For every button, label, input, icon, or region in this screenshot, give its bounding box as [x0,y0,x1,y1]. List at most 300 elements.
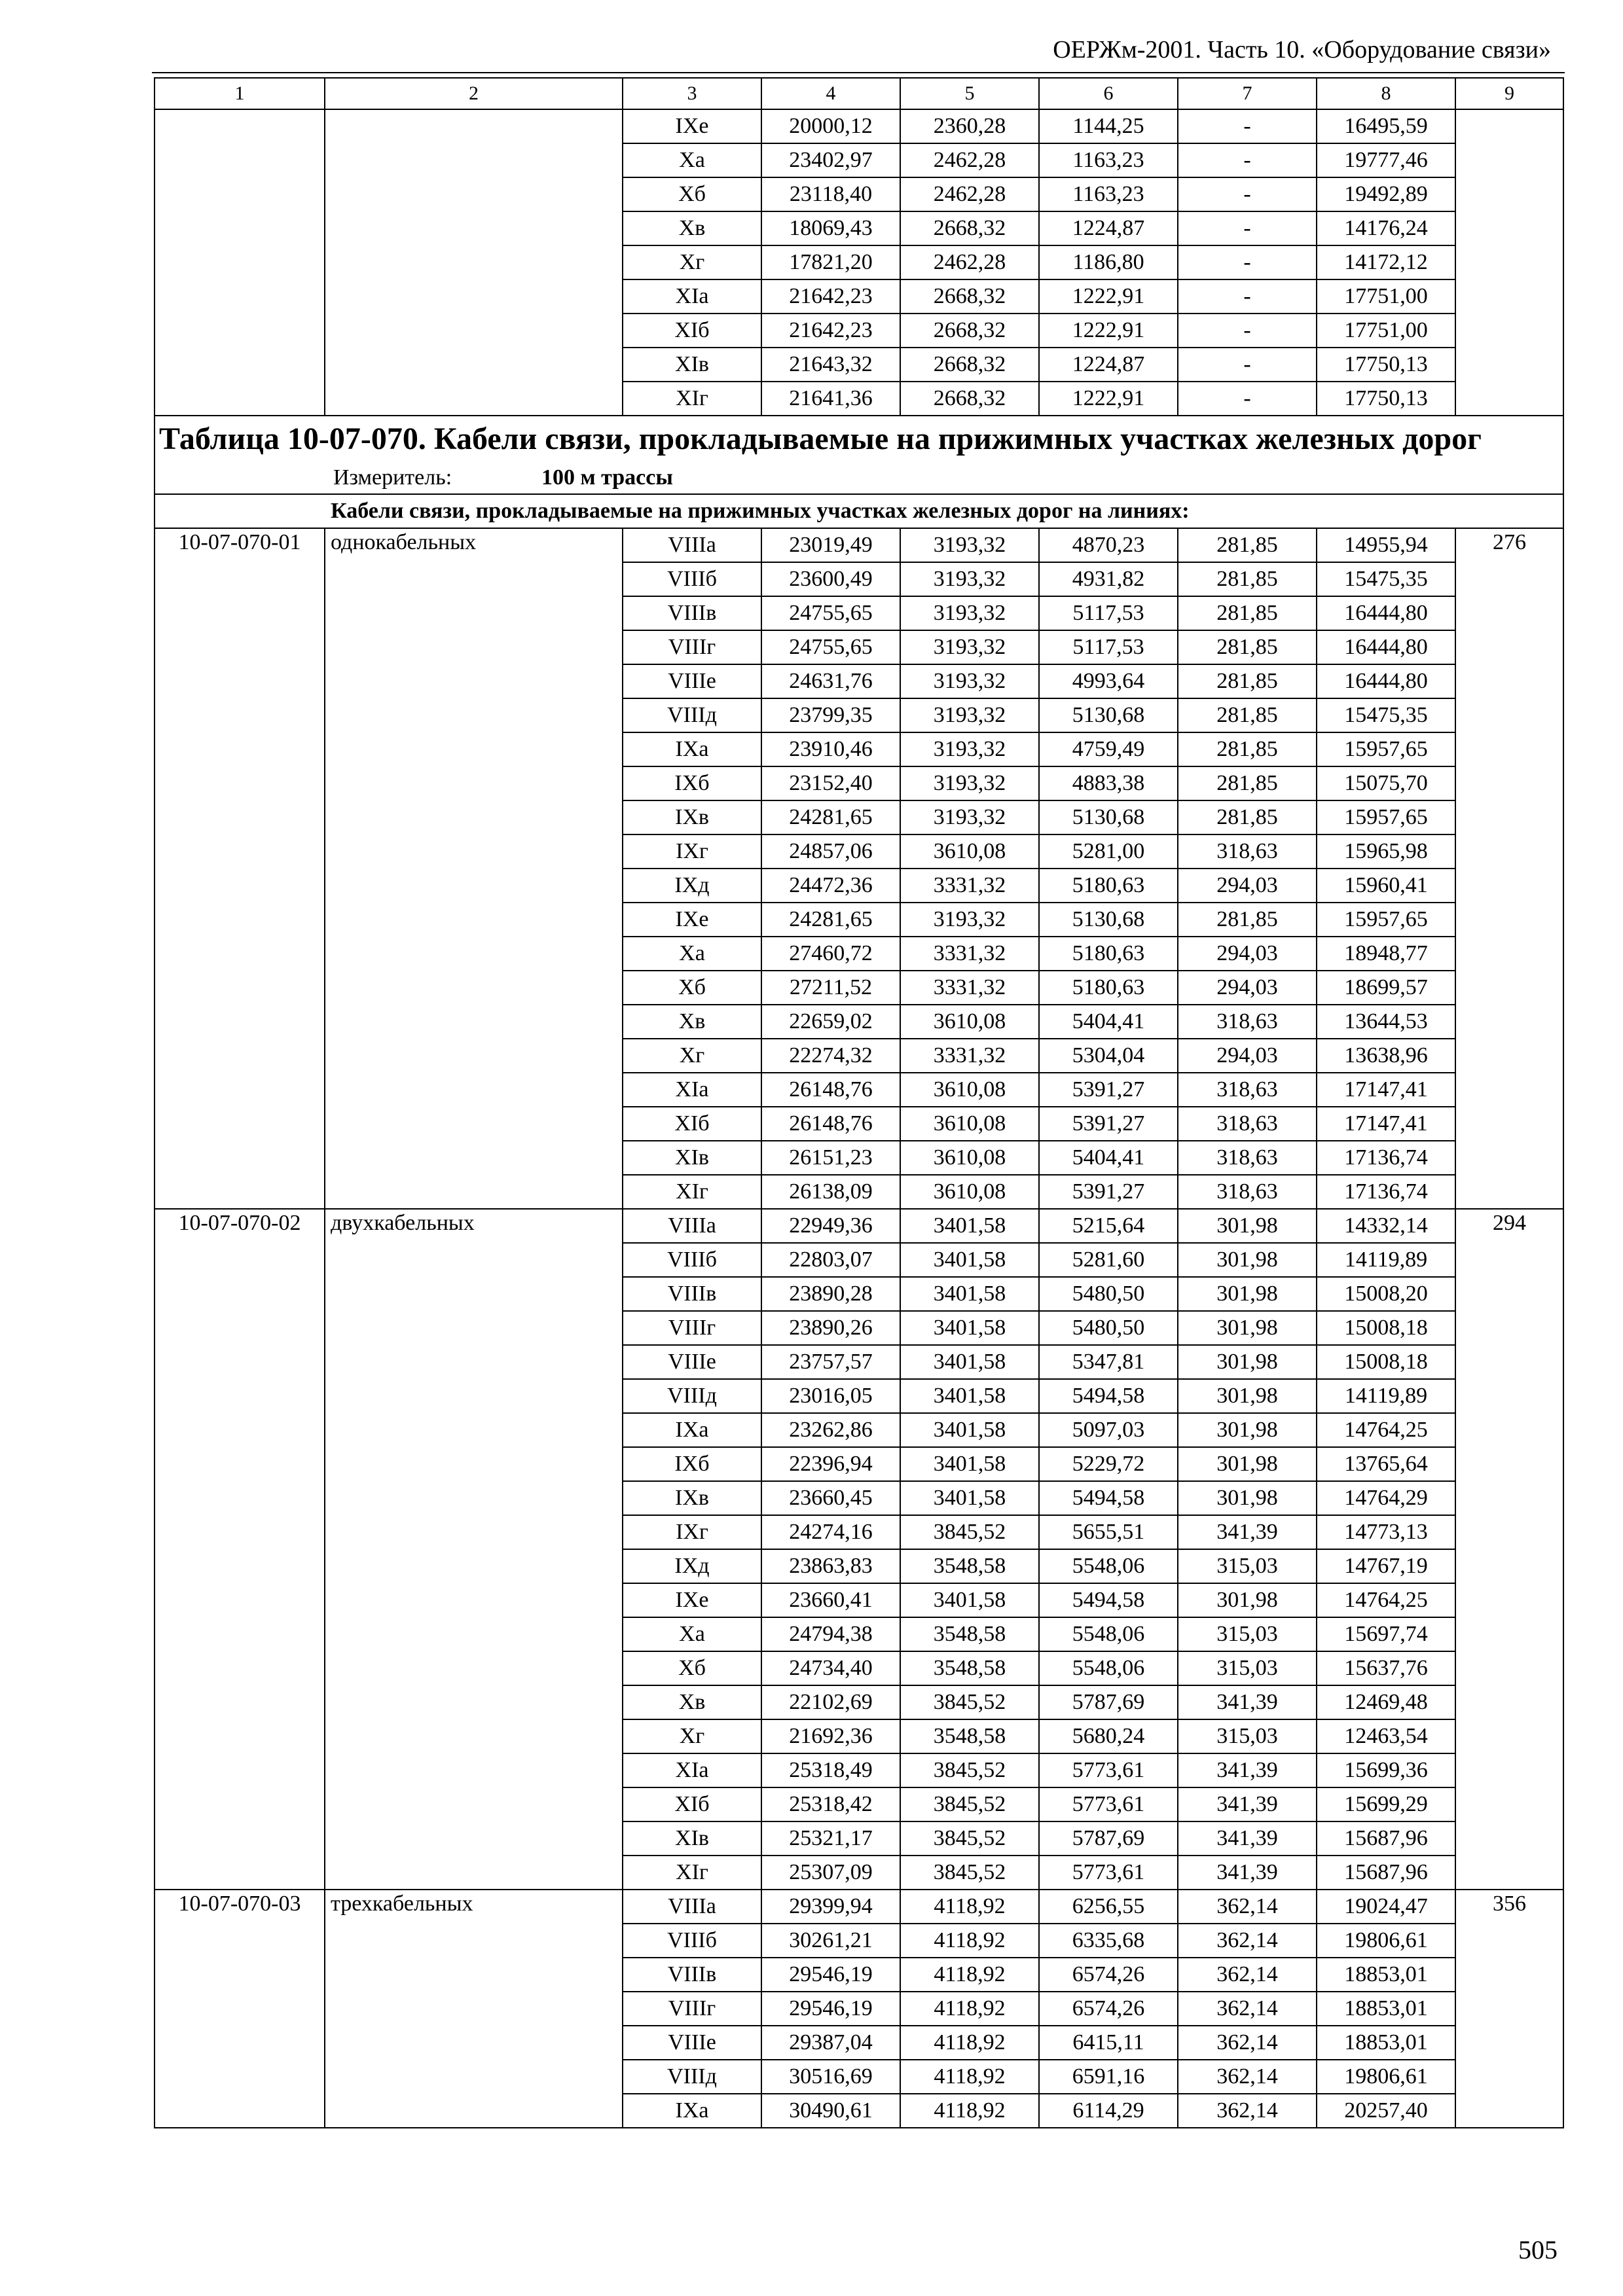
total-cost-cell: 21642,23 [761,314,900,348]
rate-class-cell: XIа [623,1073,761,1107]
wages-cell: 2668,32 [900,279,1039,314]
machinery-cell: 5130,68 [1039,903,1178,937]
rate-class-cell: VIIIд [623,1379,761,1413]
wages-cell: 3331,32 [900,971,1039,1005]
materials-cell: 17136,74 [1317,1141,1455,1175]
machinery-cell: 5130,68 [1039,800,1178,834]
wages-cell: 4118,92 [900,1890,1039,1924]
machinery-cell: 5480,50 [1039,1311,1178,1345]
total-cost-cell: 27460,72 [761,937,900,971]
materials-cell: 14764,29 [1317,1481,1455,1515]
machinery-cell: 5494,58 [1039,1379,1178,1413]
materials-cell: 17751,00 [1317,279,1455,314]
materials-cell: 15699,29 [1317,1787,1455,1821]
materials-cell: 15475,35 [1317,698,1455,732]
wages-cell: 3845,52 [900,1787,1039,1821]
total-cost-cell: 26148,76 [761,1107,900,1141]
materials-cell: 17750,13 [1317,348,1455,382]
total-cost-cell: 24281,65 [761,800,900,834]
wages-cell: 3193,32 [900,903,1039,937]
machinery-cell: 6574,26 [1039,1992,1178,2026]
materials-cell: 12469,48 [1317,1685,1455,1719]
total-cost-cell: 24857,06 [761,834,900,869]
wages-cell: 3610,08 [900,1107,1039,1141]
labor-cell: 294 [1455,1209,1563,1890]
machinist-wages-cell: 318,63 [1178,1107,1317,1141]
total-cost-cell: 24631,76 [761,664,900,698]
rate-class-cell: VIIIе [623,664,761,698]
rate-class-cell: Xг [623,245,761,279]
materials-cell: 19777,46 [1317,143,1455,177]
machinery-cell: 5391,27 [1039,1175,1178,1209]
rate-class-cell: IXг [623,834,761,869]
page-number: 505 [1518,2235,1558,2265]
wages-cell: 3331,32 [900,869,1039,903]
total-cost-cell: 30261,21 [761,1924,900,1958]
machinery-cell: 5281,00 [1039,834,1178,869]
machinery-cell: 5773,61 [1039,1753,1178,1787]
machinist-wages-cell: - [1178,314,1317,348]
machinery-cell: 6574,26 [1039,1958,1178,1992]
wages-cell: 3193,32 [900,732,1039,766]
total-cost-cell: 17821,20 [761,245,900,279]
rate-class-cell: XIб [623,1787,761,1821]
materials-cell: 18699,57 [1317,971,1455,1005]
machinist-wages-cell: 341,39 [1178,1515,1317,1549]
wages-cell: 3845,52 [900,1753,1039,1787]
wages-cell: 3610,08 [900,1073,1039,1107]
machinist-wages-cell: - [1178,245,1317,279]
machinery-cell: 1224,87 [1039,348,1178,382]
materials-cell: 14773,13 [1317,1515,1455,1549]
materials-cell: 16444,80 [1317,596,1455,630]
table-row [155,109,1563,143]
rate-class-cell: XIб [623,314,761,348]
total-cost-cell: 25318,49 [761,1753,900,1787]
wages-cell: 4118,92 [900,2060,1039,2094]
machinist-wages-cell: 281,85 [1178,732,1317,766]
wages-cell: 3193,32 [900,800,1039,834]
rate-class-cell: IXе [623,109,761,143]
rate-class-cell: VIIIе [623,2026,761,2060]
wages-cell: 4118,92 [900,1958,1039,1992]
wages-cell: 4118,92 [900,1924,1039,1958]
wages-cell: 3193,32 [900,596,1039,630]
machinist-wages-cell: 318,63 [1178,1175,1317,1209]
materials-cell: 13765,64 [1317,1447,1455,1481]
wages-cell: 4118,92 [900,1992,1039,2026]
total-cost-cell: 22102,69 [761,1685,900,1719]
wages-cell: 3610,08 [900,1175,1039,1209]
total-cost-cell: 21641,36 [761,382,900,416]
machinery-cell: 1163,23 [1039,143,1178,177]
machinery-cell: 5548,06 [1039,1549,1178,1583]
meter-value: 100 м трассы [541,465,673,490]
meter-cell [155,462,1563,494]
rate-class-cell: XIв [623,1141,761,1175]
materials-cell: 15008,18 [1317,1345,1455,1379]
materials-cell: 14119,89 [1317,1243,1455,1277]
materials-cell: 12463,54 [1317,1719,1455,1753]
machinist-wages-cell: 315,03 [1178,1617,1317,1651]
materials-cell: 15075,70 [1317,766,1455,800]
total-cost-cell: 23402,97 [761,143,900,177]
machinist-wages-cell: 301,98 [1178,1413,1317,1447]
wages-cell: 3845,52 [900,1515,1039,1549]
machinery-cell: 5281,60 [1039,1243,1178,1277]
materials-cell: 14172,12 [1317,245,1455,279]
wages-cell: 3548,58 [900,1617,1039,1651]
rate-class-cell: IXб [623,766,761,800]
rate-class-cell: VIIIд [623,2060,761,2094]
total-cost-cell: 26148,76 [761,1073,900,1107]
total-cost-cell: 22659,02 [761,1005,900,1039]
total-cost-cell: 22396,94 [761,1447,900,1481]
wages-cell: 3845,52 [900,1685,1039,1719]
materials-cell: 18853,01 [1317,1958,1455,1992]
machinery-cell: 5117,53 [1039,630,1178,664]
total-cost-cell: 23660,45 [761,1481,900,1515]
machinist-wages-cell: 301,98 [1178,1447,1317,1481]
rate-class-cell: IXг [623,1515,761,1549]
machinery-cell: 5773,61 [1039,1856,1178,1890]
wages-cell: 3845,52 [900,1856,1039,1890]
rate-class-cell: VIIIв [623,596,761,630]
machinist-wages-cell: 281,85 [1178,528,1317,562]
total-cost-cell: 24281,65 [761,903,900,937]
machinist-wages-cell: 281,85 [1178,562,1317,596]
machinist-wages-cell: 362,14 [1178,2026,1317,2060]
materials-cell: 14119,89 [1317,1379,1455,1413]
machinery-cell: 1144,25 [1039,109,1178,143]
machinist-wages-cell: - [1178,177,1317,211]
wages-cell: 3401,58 [900,1277,1039,1311]
machinist-wages-cell: 318,63 [1178,1141,1317,1175]
column-number: 9 [1455,78,1563,109]
wages-cell: 3401,58 [900,1413,1039,1447]
rate-class-cell: XIг [623,1856,761,1890]
total-cost-cell: 23890,28 [761,1277,900,1311]
machinery-cell: 1186,80 [1039,245,1178,279]
materials-cell: 15697,74 [1317,1617,1455,1651]
total-cost-cell: 30490,61 [761,2094,900,2128]
machinist-wages-cell: 341,39 [1178,1753,1317,1787]
materials-cell: 17147,41 [1317,1107,1455,1141]
machinist-wages-cell: 362,14 [1178,1992,1317,2026]
wages-cell: 3401,58 [900,1243,1039,1277]
machinery-cell: 5655,51 [1039,1515,1178,1549]
wages-cell: 2462,28 [900,143,1039,177]
machinery-cell: 4759,49 [1039,732,1178,766]
rate-class-cell: IXд [623,1549,761,1583]
rate-class-cell: Xа [623,937,761,971]
labor-cell: 276 [1455,528,1563,1209]
rate-class-cell: VIIIа [623,1209,761,1243]
materials-cell: 18853,01 [1317,1992,1455,2026]
materials-cell: 15699,36 [1317,1753,1455,1787]
machinist-wages-cell: 362,14 [1178,1958,1317,1992]
machinery-cell: 4993,64 [1039,664,1178,698]
materials-cell: 17751,00 [1317,314,1455,348]
wages-cell: 3401,58 [900,1209,1039,1243]
machinist-wages-cell: - [1178,279,1317,314]
code-cell: 10-07-070-01 [155,528,325,1209]
machinist-wages-cell: - [1178,143,1317,177]
column-number: 1 [155,78,325,109]
materials-cell: 15008,18 [1317,1311,1455,1345]
machinery-cell: 5097,03 [1039,1413,1178,1447]
materials-cell: 15008,20 [1317,1277,1455,1311]
machinist-wages-cell: 281,85 [1178,766,1317,800]
rate-class-cell: XIг [623,1175,761,1209]
column-number: 4 [761,78,900,109]
column-number: 5 [900,78,1039,109]
materials-cell: 14332,14 [1317,1209,1455,1243]
total-cost-cell: 22274,32 [761,1039,900,1073]
machinery-cell: 5773,61 [1039,1787,1178,1821]
wages-cell: 3401,58 [900,1583,1039,1617]
machinery-cell: 5180,63 [1039,971,1178,1005]
rate-class-cell: VIIIб [623,1924,761,1958]
labor-cell: 356 [1455,1890,1563,2128]
total-cost-cell: 18069,43 [761,211,900,245]
rate-class-cell: IXе [623,1583,761,1617]
table-row [155,1890,1563,1924]
machinery-cell: 1222,91 [1039,279,1178,314]
machinery-cell: 1222,91 [1039,314,1178,348]
machinery-cell: 5347,81 [1039,1345,1178,1379]
rate-class-cell: VIIIг [623,1311,761,1345]
total-cost-cell: 24472,36 [761,869,900,903]
materials-cell: 19806,61 [1317,2060,1455,2094]
total-cost-cell: 25318,42 [761,1787,900,1821]
wages-cell: 3401,58 [900,1481,1039,1515]
total-cost-cell: 23890,26 [761,1311,900,1345]
price-table [154,77,1564,2128]
machinery-cell: 5391,27 [1039,1073,1178,1107]
wages-cell: 3193,32 [900,664,1039,698]
machinist-wages-cell: 318,63 [1178,834,1317,869]
rate-class-cell: VIIIа [623,1890,761,1924]
total-cost-cell: 24274,16 [761,1515,900,1549]
machinist-wages-cell: 362,14 [1178,1924,1317,1958]
machinery-cell: 6256,55 [1039,1890,1178,1924]
rate-class-cell: Xв [623,211,761,245]
rate-class-cell: XIа [623,1753,761,1787]
column-number: 8 [1317,78,1455,109]
materials-cell: 14767,19 [1317,1549,1455,1583]
rate-class-cell: IXа [623,1413,761,1447]
table-title-row [155,416,1563,462]
materials-cell: 17147,41 [1317,1073,1455,1107]
column-number: 3 [623,78,761,109]
total-cost-cell: 24755,65 [761,630,900,664]
machinist-wages-cell: 362,14 [1178,2060,1317,2094]
machinery-cell: 5787,69 [1039,1685,1178,1719]
rate-class-cell: XIв [623,348,761,382]
table-title: Таблица 10-07-070. Кабели связи, прокладываемые на прижимных участках железных дорог [155,416,1563,462]
machinist-wages-cell: 362,14 [1178,2094,1317,2128]
materials-cell: 14955,94 [1317,528,1455,562]
code-cell: 10-07-070-03 [155,1890,325,2128]
machinist-wages-cell: 341,39 [1178,1821,1317,1856]
total-cost-cell: 23019,49 [761,528,900,562]
materials-cell: 15960,41 [1317,869,1455,903]
machinist-wages-cell: 315,03 [1178,1549,1317,1583]
total-cost-cell: 30516,69 [761,2060,900,2094]
machinery-cell: 1224,87 [1039,211,1178,245]
machinist-wages-cell: 341,39 [1178,1856,1317,1890]
total-cost-cell: 26151,23 [761,1141,900,1175]
machinery-cell: 5215,64 [1039,1209,1178,1243]
materials-cell: 17136,74 [1317,1175,1455,1209]
machinery-cell: 5494,58 [1039,1481,1178,1515]
rate-class-cell: VIIIв [623,1958,761,1992]
materials-cell: 15687,96 [1317,1821,1455,1856]
materials-cell: 16495,59 [1317,109,1455,143]
machinery-cell: 4870,23 [1039,528,1178,562]
machinist-wages-cell: - [1178,382,1317,416]
machinery-cell: 6591,16 [1039,2060,1178,2094]
rate-class-cell: IXа [623,2094,761,2128]
column-number: 6 [1039,78,1178,109]
materials-cell: 18853,01 [1317,2026,1455,2060]
materials-cell: 19024,47 [1317,1890,1455,1924]
rate-class-cell: XIа [623,279,761,314]
column-number-row [155,78,1563,109]
materials-cell: 18948,77 [1317,937,1455,971]
rate-class-cell: Xв [623,1685,761,1719]
total-cost-cell: 23118,40 [761,177,900,211]
total-cost-cell: 23660,41 [761,1583,900,1617]
total-cost-cell: 23262,86 [761,1413,900,1447]
wages-cell: 2462,28 [900,245,1039,279]
total-cost-cell: 23863,83 [761,1549,900,1583]
machinist-wages-cell: 281,85 [1178,698,1317,732]
code-cell [155,109,325,416]
total-cost-cell: 22949,36 [761,1209,900,1243]
materials-cell: 15637,76 [1317,1651,1455,1685]
rate-class-cell: Xа [623,1617,761,1651]
machinery-cell: 5391,27 [1039,1107,1178,1141]
machinery-cell: 5180,63 [1039,869,1178,903]
wages-cell: 4118,92 [900,2094,1039,2128]
total-cost-cell: 26138,09 [761,1175,900,1209]
machinery-cell: 5180,63 [1039,937,1178,971]
wages-cell: 3401,58 [900,1447,1039,1481]
rate-class-cell: IXб [623,1447,761,1481]
total-cost-cell: 23600,49 [761,562,900,596]
machinery-cell: 5404,41 [1039,1141,1178,1175]
materials-cell: 16444,80 [1317,630,1455,664]
rate-class-cell: Xг [623,1039,761,1073]
machinist-wages-cell: 301,98 [1178,1277,1317,1311]
wages-cell: 3610,08 [900,1005,1039,1039]
wages-cell: 3401,58 [900,1311,1039,1345]
rate-class-cell: VIIIа [623,528,761,562]
materials-cell: 14764,25 [1317,1583,1455,1617]
meter-row [155,462,1563,494]
wages-cell: 3401,58 [900,1379,1039,1413]
machinery-cell: 1222,91 [1039,382,1178,416]
total-cost-cell: 20000,12 [761,109,900,143]
name-cell [325,109,623,416]
machinist-wages-cell: 315,03 [1178,1651,1317,1685]
total-cost-cell: 24755,65 [761,596,900,630]
wages-cell: 3193,32 [900,528,1039,562]
machinist-wages-cell: 281,85 [1178,630,1317,664]
rate-class-cell: IXа [623,732,761,766]
machinist-wages-cell: 318,63 [1178,1005,1317,1039]
wages-cell: 3548,58 [900,1719,1039,1753]
total-cost-cell: 29546,19 [761,1992,900,2026]
machinist-wages-cell: 294,03 [1178,971,1317,1005]
total-cost-cell: 25307,09 [761,1856,900,1890]
machinist-wages-cell: - [1178,109,1317,143]
machinist-wages-cell: 341,39 [1178,1787,1317,1821]
labor-cell [1455,109,1563,416]
total-cost-cell: 25321,17 [761,1821,900,1856]
rate-class-cell: XIг [623,382,761,416]
machinist-wages-cell: 362,14 [1178,1890,1317,1924]
machinery-cell: 5229,72 [1039,1447,1178,1481]
meter-label: Измеритель: [333,465,452,490]
wages-cell: 3548,58 [900,1549,1039,1583]
rate-class-cell: VIIIе [623,1345,761,1379]
machinery-cell: 4931,82 [1039,562,1178,596]
rate-class-cell: VIIIг [623,1992,761,2026]
machinist-wages-cell: 294,03 [1178,1039,1317,1073]
materials-cell: 15957,65 [1317,903,1455,937]
machinery-cell: 5494,58 [1039,1583,1178,1617]
materials-cell: 19806,61 [1317,1924,1455,1958]
wages-cell: 2668,32 [900,348,1039,382]
machinery-cell: 5117,53 [1039,596,1178,630]
total-cost-cell: 23016,05 [761,1379,900,1413]
name-cell: трехкабельных [325,1890,623,2128]
machinery-cell: 6114,29 [1039,2094,1178,2128]
machinery-cell: 5548,06 [1039,1617,1178,1651]
total-cost-cell: 21692,36 [761,1719,900,1753]
materials-cell: 15957,65 [1317,800,1455,834]
wages-cell: 3193,32 [900,766,1039,800]
rate-class-cell: VIIIб [623,1243,761,1277]
total-cost-cell: 24734,40 [761,1651,900,1685]
total-cost-cell: 21642,23 [761,279,900,314]
rate-class-cell: IXв [623,1481,761,1515]
name-cell: двухкабельных [325,1209,623,1890]
machinist-wages-cell: 315,03 [1178,1719,1317,1753]
machinery-cell: 1163,23 [1039,177,1178,211]
machinery-cell: 4883,38 [1039,766,1178,800]
total-cost-cell: 21643,32 [761,348,900,382]
rate-class-cell: IXд [623,869,761,903]
machinist-wages-cell: - [1178,348,1317,382]
machinist-wages-cell: 301,98 [1178,1481,1317,1515]
name-cell: однокабельных [325,528,623,1209]
wages-cell: 3331,32 [900,937,1039,971]
total-cost-cell: 23910,46 [761,732,900,766]
machinist-wages-cell: - [1178,211,1317,245]
column-number: 2 [325,78,623,109]
total-cost-cell: 29399,94 [761,1890,900,1924]
wages-cell: 3401,58 [900,1345,1039,1379]
header-rule [152,72,1565,73]
machinist-wages-cell: 301,98 [1178,1379,1317,1413]
machinery-cell: 6415,11 [1039,2026,1178,2060]
wages-cell: 3845,52 [900,1821,1039,1856]
table-body [155,78,1563,2128]
